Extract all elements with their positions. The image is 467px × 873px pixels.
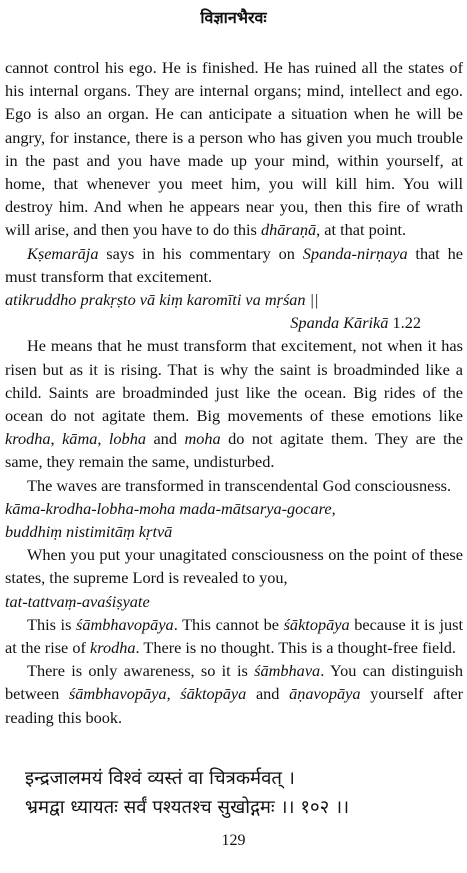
text-run: says in his commentary on (98, 243, 303, 263)
term: dhāraṇā (260, 220, 317, 240)
text-run: cannot control his ego. He is finished. He has ruined all the states of his internal organs. They are internal organs; mind, intellect and ego. Ego is also an organ. He can anticipate a situation when he will be angry, for instance, there is a person who has given you much trouble in the past and you have made up your mind, within yourself, at home, that whenever you meet him, you will kill him. You will destroy him. And when he appears near you, then this fire of wrath will arise, and then you have to do this (5, 58, 463, 240)
text-run: . This cannot be (173, 614, 284, 634)
quoted-verse-line: tat-tattvaṃ-avaśiṣyate (5, 591, 150, 611)
paragraph-sambhavopaya (5, 613, 463, 659)
term: krodha (90, 638, 136, 658)
text-run: that he must transform that excitement. (5, 243, 464, 286)
text-run: . There is no thought. This is a thought-free field. (135, 638, 456, 658)
quoted-verse-line: buddhiṃ nistimitāṃ kṛtvā (5, 522, 173, 542)
term: śāmbhavopāya (76, 614, 174, 634)
text-run: This is (27, 614, 77, 634)
sanskrit-verse-line-1: इन्द्रजालमयं विश्वं व्यस्तं वा चित्रकर्मवत् । (25, 768, 295, 789)
paragraph-awareness (5, 659, 463, 729)
term: śāktopāya (283, 614, 350, 634)
text-run: and (145, 429, 185, 449)
paragraph-unagitated: When you put your unagitated consciousness on the point of these states, the supreme Lord is revealed to you, (5, 545, 463, 588)
text-run: , (166, 684, 181, 704)
text-run: yourself after reading this book. (5, 684, 464, 727)
term: śāmbhavopāya (68, 684, 167, 704)
running-head: विज्ञानभैरवः (200, 8, 267, 27)
paragraph-continuation (5, 56, 463, 242)
term: krodha (5, 429, 51, 449)
term: śāmbhava (254, 661, 321, 681)
text-run: He means that he must transform that excitement, not when it has risen but as it is rising. That is why the saint is broadminded like a child. Saints are broadminded just like the ocean. Big rides of the ocean do not agitate them. Big movements of these emotions like (5, 336, 463, 426)
sanskrit-verse-line-2: भ्रमद्वा ध्यायतः सर्वं पश्यतश्च सुखोद्गमः ।। १०२ ।। (25, 797, 350, 818)
paragraph-ksemaraja (5, 242, 463, 288)
quoted-verse-line: kāma-krodha-lobha-moha mada-mātsarya-gocare, (5, 498, 336, 518)
text-run: , at that point. (316, 220, 407, 240)
sanskrit-verse (25, 764, 465, 822)
body-text (5, 56, 463, 729)
term: āṇavopāya (289, 684, 361, 704)
verse-reference (5, 311, 463, 334)
paragraph-waves: The waves are transformed in transcendental God consciousness. (27, 475, 452, 495)
term: Spanda-nirṇaya (302, 243, 408, 263)
term: śāktopāya (180, 684, 247, 704)
term: Kṣemarāja (27, 243, 99, 263)
text-run: , (97, 429, 109, 449)
paragraph-transform (5, 334, 463, 473)
text-run: because it is just at the rise of (5, 614, 463, 658)
term: kāma (62, 429, 98, 449)
text-run: , (50, 429, 63, 449)
page-number: 129 (221, 832, 246, 849)
text-run: and (246, 684, 290, 704)
term: lobha (108, 429, 146, 449)
text-run: There is only awareness, so it is (27, 661, 255, 681)
quoted-verse: atikruddho prakṛṣto vā kiṃ karomīti va mṛśan || (5, 290, 319, 310)
reference-title: Spanda Kārikā (290, 313, 389, 333)
reference-number: 1.22 (388, 313, 421, 333)
term: moha (184, 429, 221, 449)
text-run: . You can distinguish between (5, 661, 463, 704)
text-run: do not agitate them. They are the same, they remain the same, undisturbed. (5, 429, 463, 472)
